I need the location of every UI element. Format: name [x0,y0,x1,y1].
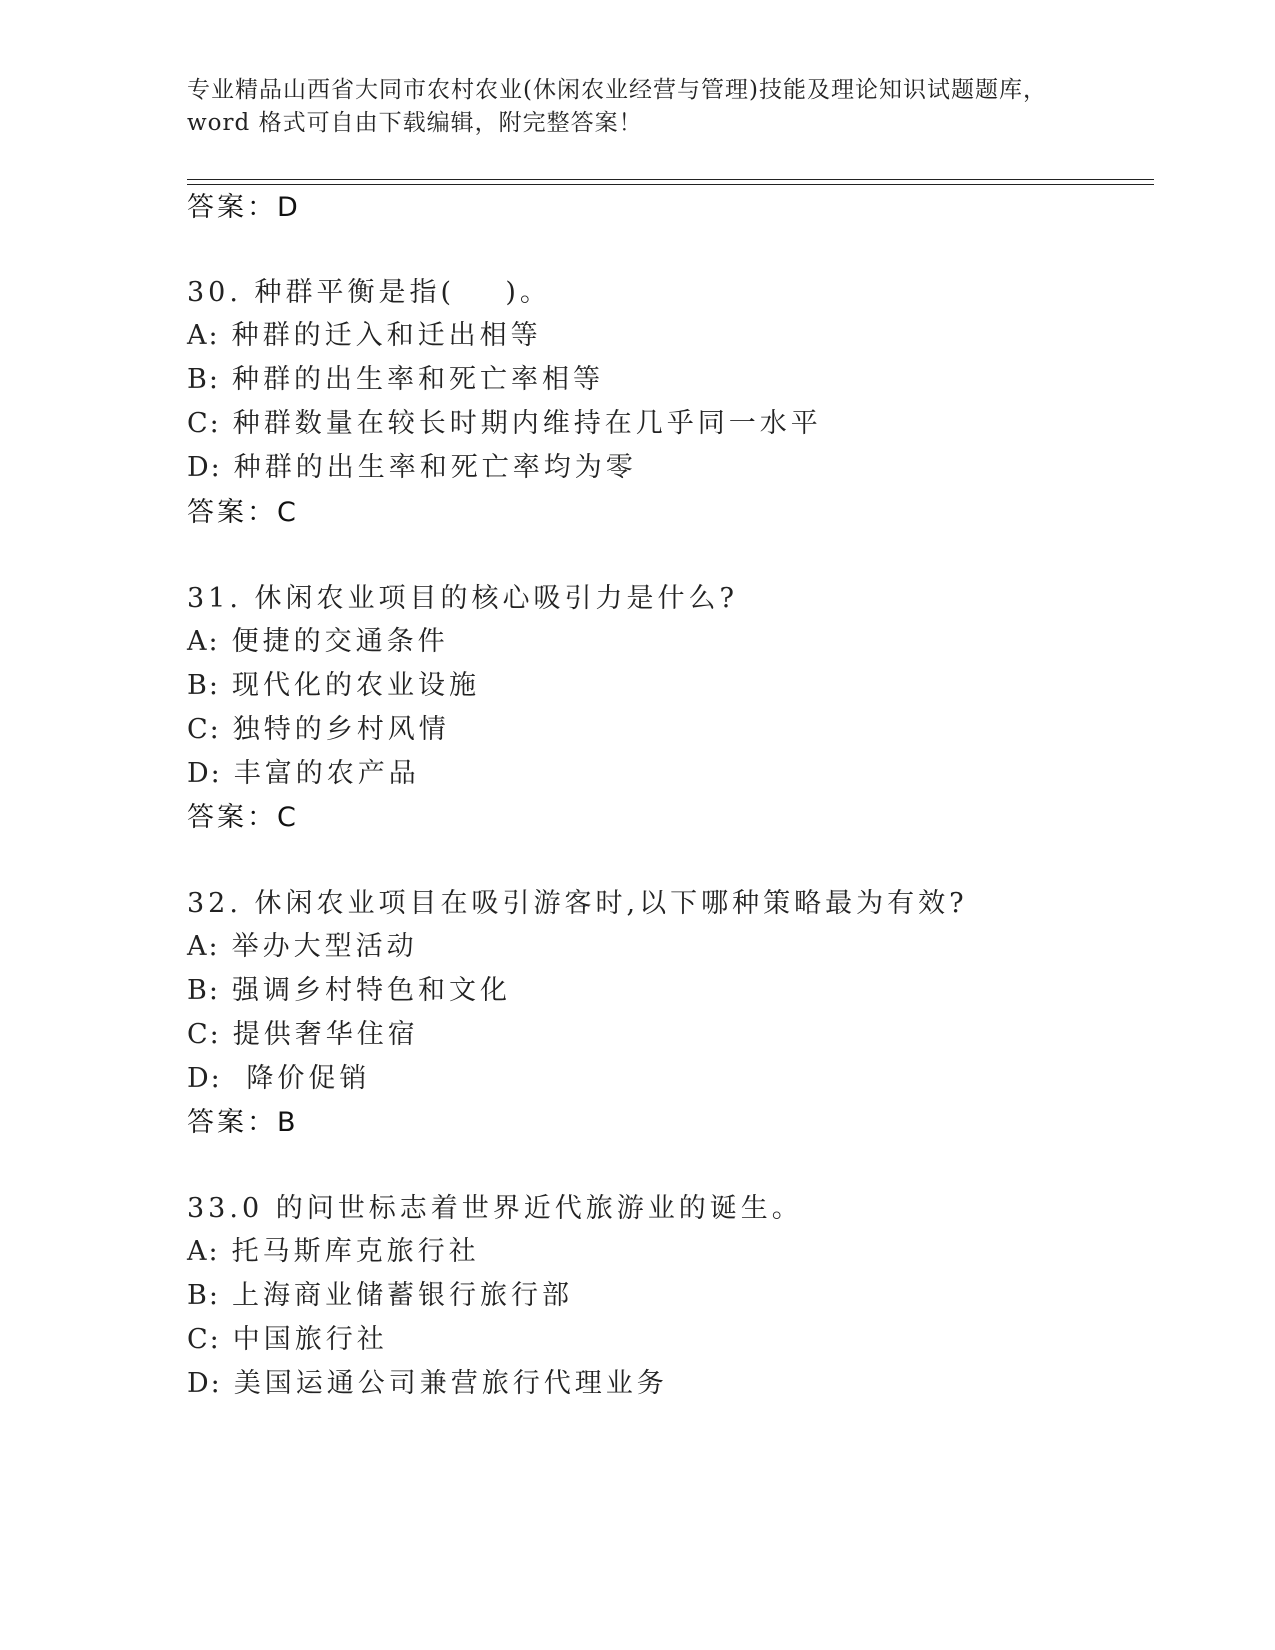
option-33-c [187,1323,388,1357]
option-text: 降价促销 [233,1063,371,1094]
option-key: A: [187,931,220,962]
option-33-d [187,1367,668,1401]
question-30: 30. 种群平衡是指( )。 [187,277,551,308]
option-text: 美国运通公司兼营旅行代理业务 [233,1368,668,1399]
option-33-b [187,1279,573,1313]
option-key: D: [187,452,222,483]
option-text: 便捷的交通条件 [231,626,449,657]
answer-label: 答案： [187,192,277,223]
answer-value: B [277,1107,297,1138]
option-text: 上海商业储蓄银行旅行部 [231,1280,573,1311]
question-32: 32. 休闲农业项目在吸引游客时,以下哪种策略最为有效? [187,888,968,919]
option-key: B: [187,1280,220,1311]
option-31-b [187,669,480,703]
answer-label: 答案： [187,497,277,528]
option-31-c [187,713,450,747]
option-text: 现代化的农业设施 [231,670,480,701]
option-key: D: [187,1063,222,1094]
option-text: 托马斯库克旅行社 [231,1236,480,1267]
option-text: 举办大型活动 [231,931,418,962]
answer-31 [187,801,297,835]
option-text: 种群的出生率和死亡率均为零 [233,452,637,483]
option-31-a [187,625,449,659]
option-31-d [187,757,420,791]
header-rule-bottom [187,184,1154,185]
answer-32 [187,1106,297,1140]
option-30-c [187,407,822,441]
option-text: 独特的乡村风情 [232,714,450,745]
option-key: D: [187,758,222,789]
option-key: A: [187,320,220,351]
document-header [187,74,1087,140]
option-key: C: [187,408,221,439]
header-line-2: word 格式可自由下载编辑，附完整答案！ [187,110,643,136]
option-key: D: [187,1368,222,1399]
answer-label: 答案： [187,1107,277,1138]
question-33: 33.0 的问世标志着世界近代旅游业的诞生。 [187,1193,803,1224]
option-32-a [187,930,418,964]
option-text: 种群数量在较长时期内维持在几乎同一水平 [232,408,822,439]
answer-value: C [277,802,297,833]
option-text: 提供奢华住宿 [232,1019,419,1050]
option-key: A: [187,1236,220,1267]
option-key: A: [187,626,220,657]
answer-prev [187,191,299,225]
option-key: B: [187,364,220,395]
option-32-b [187,974,511,1008]
option-text: 中国旅行社 [232,1324,388,1355]
header-rule-top [187,179,1154,180]
answer-30 [187,496,297,530]
option-key: B: [187,975,220,1006]
option-32-d [187,1062,370,1096]
question-31: 31. 休闲农业项目的核心吸引力是什么? [187,583,738,614]
option-text: 种群的迁入和迁出相等 [231,320,542,351]
option-text: 种群的出生率和死亡率相等 [231,364,604,395]
header-line-1: 专业精品山西省大同市农村农业(休闲农业经营与管理)技能及理论知识试题题库， [187,77,1047,103]
option-key: B: [187,670,220,701]
answer-label: 答案： [187,802,277,833]
option-key: C: [187,1324,221,1355]
option-32-c [187,1018,419,1052]
answer-value: D [277,192,299,223]
option-text: 丰富的农产品 [233,758,420,789]
option-key: C: [187,1019,221,1050]
option-30-b [187,363,604,397]
option-30-d [187,451,637,485]
answer-value: C [277,497,297,528]
option-key: C: [187,714,221,745]
option-text: 强调乡村特色和文化 [231,975,511,1006]
option-30-a [187,319,542,353]
option-33-a [187,1235,480,1269]
